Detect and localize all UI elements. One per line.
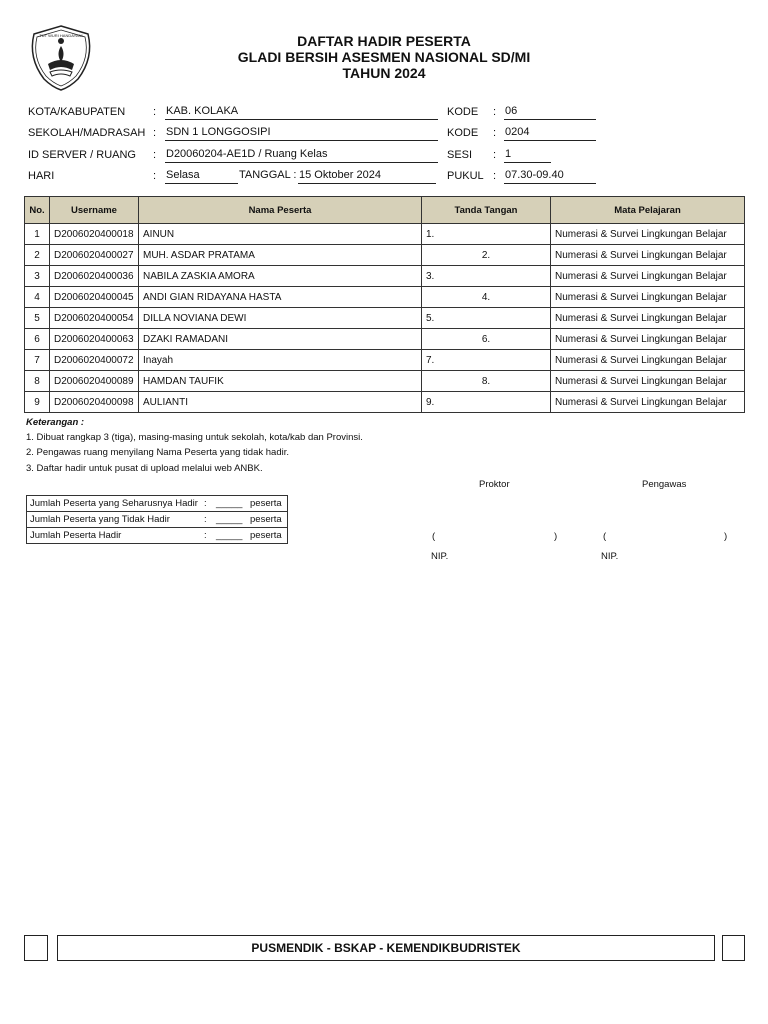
tanggal-label: TANGGAL : bbox=[239, 169, 297, 181]
kode2-value: 0204 bbox=[504, 126, 596, 141]
cell-no: 7 bbox=[25, 350, 50, 371]
pengawas-label: Pengawas bbox=[642, 479, 687, 490]
cell-mapel: Numerasi & Survei Lingkungan Belajar bbox=[551, 266, 745, 287]
cell-no: 1 bbox=[25, 224, 50, 245]
title-line-1: DAFTAR HADIR PESERTA bbox=[297, 33, 471, 49]
note-1: 1. Dibuat rangkap 3 (tiga), masing-masing untuk sekolah, kota/kab dan Provinsi. bbox=[26, 432, 363, 443]
cell-mapel: Numerasi & Survei Lingkungan Belajar bbox=[551, 392, 745, 413]
footer-left-box bbox=[24, 935, 48, 961]
cell-tanda-tangan[interactable]: 2. bbox=[422, 245, 551, 266]
table-row bbox=[25, 245, 745, 266]
header-tanda-tangan: Tanda Tangan bbox=[422, 197, 551, 224]
cell-no: 8 bbox=[25, 371, 50, 392]
summary-row bbox=[27, 528, 288, 544]
tanggal-value: 15 Oktober 2024 bbox=[298, 169, 436, 184]
summary-colon: : bbox=[204, 530, 207, 541]
cell-mapel: Numerasi & Survei Lingkungan Belajar bbox=[551, 224, 745, 245]
cell-no: 9 bbox=[25, 392, 50, 413]
cell-tanda-tangan[interactable]: 7. bbox=[422, 350, 551, 371]
table-row bbox=[25, 287, 745, 308]
server-value: D20060204-AE1D / Ruang Kelas bbox=[165, 148, 438, 163]
table-row bbox=[25, 350, 745, 371]
summary-unit: peserta bbox=[247, 496, 288, 512]
keterangan-title: Keterangan : bbox=[26, 417, 85, 428]
cell-nama: AINUN bbox=[139, 224, 422, 245]
table-row bbox=[25, 266, 745, 287]
colon: : bbox=[493, 127, 497, 139]
colon: : bbox=[493, 149, 497, 161]
table-row bbox=[25, 329, 745, 350]
summary-colon: : bbox=[204, 498, 207, 509]
cell-mapel: Numerasi & Survei Lingkungan Belajar bbox=[551, 329, 745, 350]
summary-table bbox=[26, 495, 288, 544]
header-username: Username bbox=[50, 197, 139, 224]
cell-tanda-tangan[interactable]: 4. bbox=[422, 287, 551, 308]
cell-tanda-tangan[interactable]: 1. bbox=[422, 224, 551, 245]
svg-text:TUT WURI HANDAYANI: TUT WURI HANDAYANI bbox=[39, 33, 83, 38]
cell-no: 2 bbox=[25, 245, 50, 266]
cell-nama: HAMDAN TAUFIK bbox=[139, 371, 422, 392]
cell-username: D2006020400036 bbox=[50, 266, 139, 287]
cell-tanda-tangan[interactable]: 3. bbox=[422, 266, 551, 287]
cell-username: D2006020400089 bbox=[50, 371, 139, 392]
colon: : bbox=[493, 106, 497, 118]
summary-colon: : bbox=[204, 514, 207, 525]
hari-label: HARI bbox=[28, 170, 55, 182]
summary-blank[interactable]: _____ bbox=[216, 514, 243, 525]
summary-blank[interactable]: _____ bbox=[216, 498, 243, 509]
cell-username: D2006020400027 bbox=[50, 245, 139, 266]
cell-nama: NABILA ZASKIA AMORA bbox=[139, 266, 422, 287]
summary-row bbox=[27, 512, 288, 528]
proktor-label: Proktor bbox=[479, 479, 510, 490]
table-row bbox=[25, 308, 745, 329]
colon: : bbox=[493, 170, 497, 182]
cell-username: D2006020400045 bbox=[50, 287, 139, 308]
proktor-open-paren: ( bbox=[432, 531, 436, 542]
note-3: 3. Daftar hadir untuk pusat di upload melalui web ANBK. bbox=[26, 463, 263, 474]
note-2: 2. Pengawas ruang menyilang Nama Peserta yang tidak hadir. bbox=[26, 447, 289, 458]
attendance-table bbox=[24, 196, 745, 413]
kota-label: KOTA/KABUPATEN bbox=[28, 106, 126, 118]
cell-no: 4 bbox=[25, 287, 50, 308]
table-row bbox=[25, 224, 745, 245]
pengawas-open-paren: ( bbox=[603, 531, 607, 542]
sesi-label: SESI bbox=[447, 149, 473, 161]
footer-banner: PUSMENDIK - BSKAP - KEMENDIKBUDRISTEK bbox=[57, 935, 715, 961]
cell-username: D2006020400054 bbox=[50, 308, 139, 329]
kode1-label: KODE bbox=[447, 106, 479, 118]
server-label: ID SERVER / RUANG bbox=[28, 149, 136, 161]
colon: : bbox=[153, 170, 157, 182]
table-header-row bbox=[25, 197, 745, 224]
cell-nama: AULIANTI bbox=[139, 392, 422, 413]
kode2-label: KODE bbox=[447, 127, 479, 139]
sesi-value: 1 bbox=[504, 148, 551, 163]
cell-username: D2006020400018 bbox=[50, 224, 139, 245]
cell-mapel: Numerasi & Survei Lingkungan Belajar bbox=[551, 287, 745, 308]
cell-username: D2006020400072 bbox=[50, 350, 139, 371]
colon: : bbox=[153, 106, 157, 118]
pukul-label: PUKUL bbox=[447, 170, 484, 182]
summary-row bbox=[27, 496, 288, 512]
cell-username: D2006020400063 bbox=[50, 329, 139, 350]
kota-value: KAB. KOLAKA bbox=[165, 105, 438, 120]
summary-label: Jumlah Peserta yang Seharusnya Hadir bbox=[27, 496, 202, 512]
cell-tanda-tangan[interactable]: 5. bbox=[422, 308, 551, 329]
summary-blank[interactable]: _____ bbox=[216, 530, 243, 541]
cell-tanda-tangan[interactable]: 8. bbox=[422, 371, 551, 392]
pengawas-close-paren: ) bbox=[724, 531, 728, 542]
cell-nama: DZAKI RAMADANI bbox=[139, 329, 422, 350]
pengawas-nip-label: NIP. bbox=[601, 551, 619, 562]
cell-mapel: Numerasi & Survei Lingkungan Belajar bbox=[551, 245, 745, 266]
cell-mapel: Numerasi & Survei Lingkungan Belajar bbox=[551, 371, 745, 392]
title-line-3: TAHUN 2024 bbox=[342, 65, 426, 81]
header-nama: Nama Peserta bbox=[139, 197, 422, 224]
summary-label: Jumlah Peserta Hadir bbox=[27, 528, 202, 544]
sekolah-label: SEKOLAH/MADRASAH bbox=[28, 127, 146, 139]
summary-label: Jumlah Peserta yang Tidak Hadir bbox=[27, 512, 202, 528]
pukul-value: 07.30-09.40 bbox=[504, 169, 596, 184]
colon: : bbox=[153, 149, 157, 161]
cell-username: D2006020400098 bbox=[50, 392, 139, 413]
cell-mapel: Numerasi & Survei Lingkungan Belajar bbox=[551, 308, 745, 329]
cell-tanda-tangan[interactable]: 9. bbox=[422, 392, 551, 413]
cell-no: 5 bbox=[25, 308, 50, 329]
proktor-close-paren: ) bbox=[554, 531, 558, 542]
cell-nama: Inayah bbox=[139, 350, 422, 371]
cell-tanda-tangan[interactable]: 6. bbox=[422, 329, 551, 350]
summary-unit: peserta bbox=[247, 528, 288, 544]
colon: : bbox=[153, 127, 157, 139]
header-no: No. bbox=[25, 197, 50, 224]
title-line-2: GLADI BERSIH ASESMEN NASIONAL SD/MI bbox=[237, 49, 531, 65]
table-row bbox=[25, 371, 745, 392]
summary-unit: peserta bbox=[247, 512, 288, 528]
cell-nama: MUH. ASDAR PRATAMA bbox=[139, 245, 422, 266]
header-mata-pelajaran: Mata Pelajaran bbox=[551, 197, 745, 224]
cell-mapel: Numerasi & Survei Lingkungan Belajar bbox=[551, 350, 745, 371]
cell-no: 3 bbox=[25, 266, 50, 287]
table-row bbox=[25, 392, 745, 413]
cell-nama: ANDI GIAN RIDAYANA HASTA bbox=[139, 287, 422, 308]
proktor-nip-label: NIP. bbox=[431, 551, 449, 562]
hari-value: Selasa bbox=[165, 169, 238, 184]
kode1-value: 06 bbox=[504, 105, 596, 120]
cell-nama: DILLA NOVIANA DEWI bbox=[139, 308, 422, 329]
document-title bbox=[0, 33, 768, 81]
footer-right-box bbox=[722, 935, 745, 961]
sekolah-value: SDN 1 LONGGOSIPI bbox=[165, 126, 438, 141]
cell-no: 6 bbox=[25, 329, 50, 350]
